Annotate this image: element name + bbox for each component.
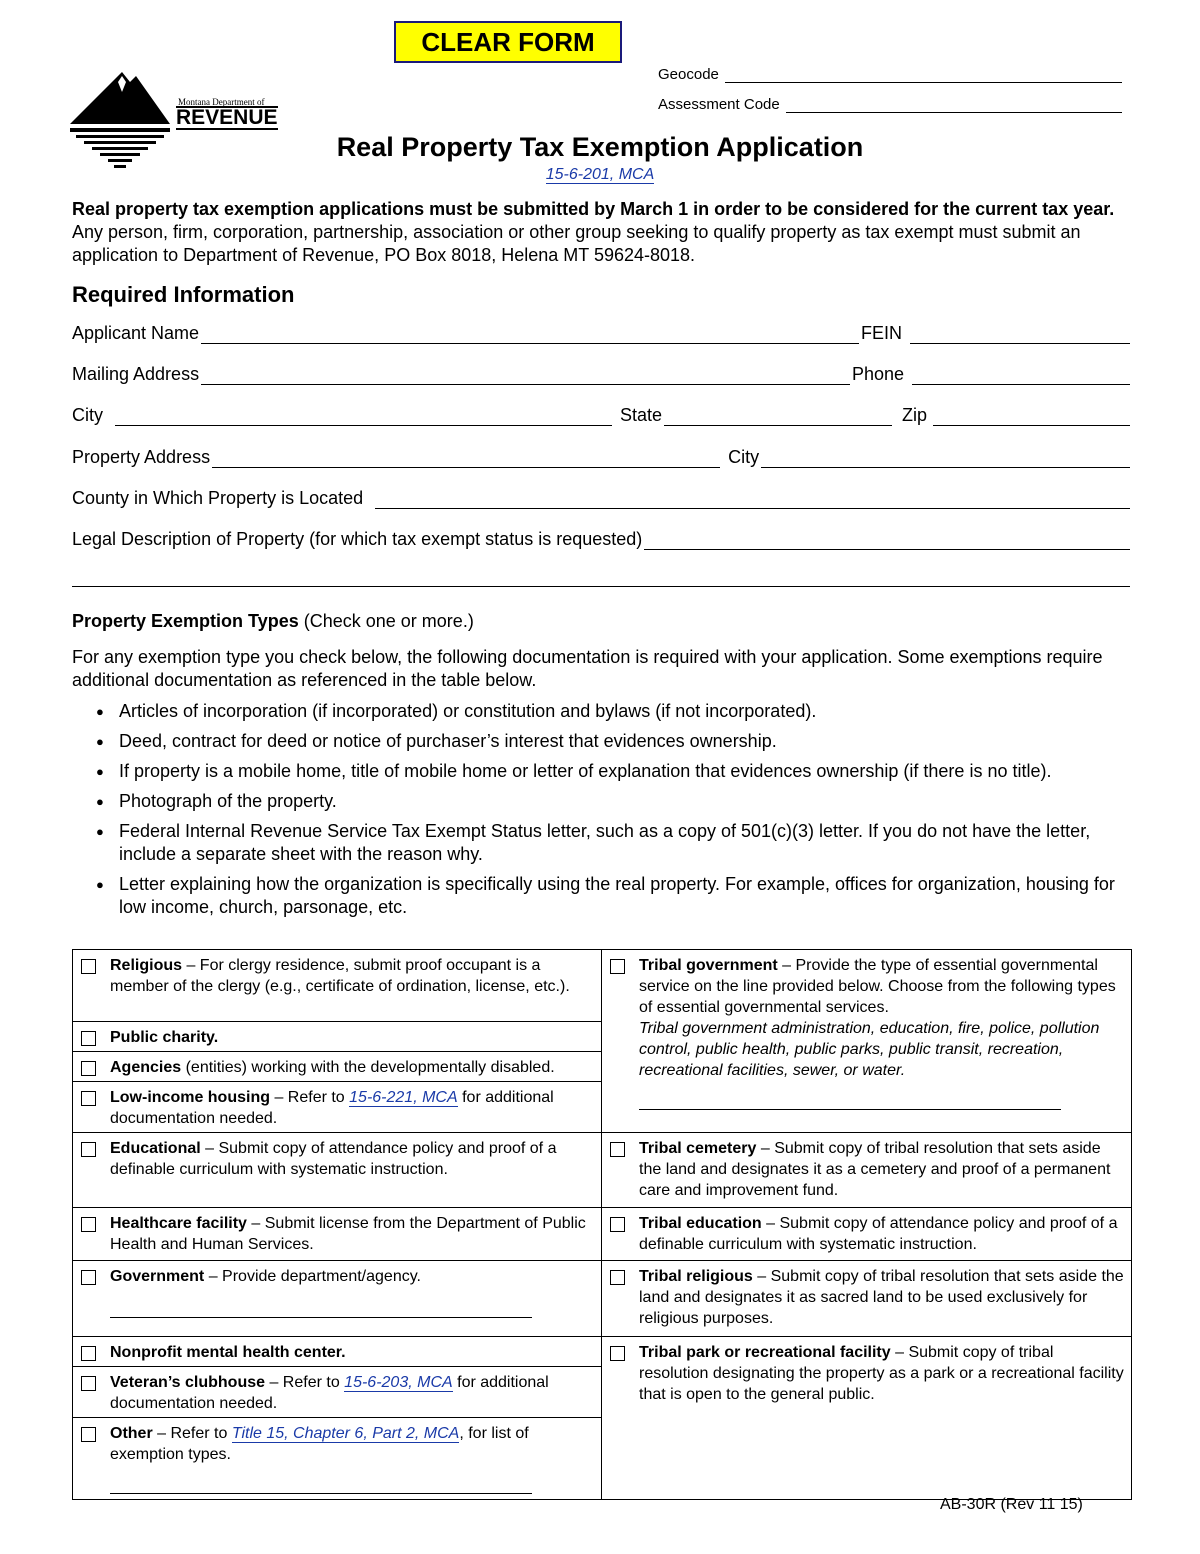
legal-description-row: [72, 526, 1130, 550]
tribal-education-cell: [602, 1208, 1132, 1261]
assessment-code-label: Assessment Code: [658, 96, 780, 113]
tribal-cemetery-cell: [602, 1133, 1132, 1208]
tribal-park-text: – Submit copy of tribal resolution designating the property as a park or a recreational facility that is open to the general public.: [639, 1344, 1124, 1403]
tribal-government-text: – Provide the type of essential governmental service on the line provided below. Choose from the following types of essential governmental services.: [639, 957, 1116, 1016]
mailing-row: [72, 361, 1130, 385]
fein-label: FEIN: [860, 323, 902, 343]
nonprofit-mental-health-checkbox[interactable]: [81, 1346, 96, 1361]
legal-description-label: Legal Description of Property (for which tax exempt status is requested): [72, 529, 643, 549]
tribal-park-title: Tribal park or recreational facility: [639, 1344, 891, 1361]
tribal-government-service-input[interactable]: [639, 1095, 1061, 1110]
list-item: ● Articles of incorporation (if incorporated) or constitution and bylaws (if not incorporated).: [72, 700, 1132, 723]
religious-cell: [73, 950, 602, 1022]
citation-link[interactable]: [0, 166, 1200, 184]
government-title: Government: [110, 1268, 205, 1285]
low-income-housing-link[interactable]: 15-6-221, MCA: [349, 1089, 458, 1106]
city-label: City: [72, 405, 103, 425]
phone-input[interactable]: [912, 364, 1130, 385]
intro-paragraph: [72, 198, 1134, 267]
nonprofit-mental-health-cell: [73, 1337, 602, 1367]
state-input[interactable]: [664, 405, 892, 426]
exemption-types-title: Property Exemption Types: [72, 611, 299, 631]
list-item: ● Deed, contract for deed or notice of purchaser’s interest that evidences ownership.: [72, 730, 1132, 753]
educational-checkbox[interactable]: [81, 1142, 96, 1157]
tribal-religious-checkbox[interactable]: [610, 1270, 625, 1285]
other-cell: [73, 1418, 602, 1500]
required-documents-list: [72, 700, 1132, 926]
religious-title: Religious: [110, 957, 183, 974]
tribal-park-checkbox[interactable]: [610, 1346, 625, 1361]
property-address-label: Property Address: [72, 447, 211, 467]
low-income-housing-checkbox[interactable]: [81, 1091, 96, 1106]
city-input[interactable]: [115, 405, 612, 426]
veterans-clubhouse-post: for additional documentation needed.: [110, 1374, 549, 1412]
geocode-label: Geocode: [658, 66, 719, 83]
public-charity-cell: [73, 1022, 602, 1052]
legal-description-input[interactable]: [644, 529, 1130, 550]
veterans-clubhouse-cell: [73, 1367, 602, 1418]
government-checkbox[interactable]: [81, 1270, 96, 1285]
agencies-cell: [73, 1052, 602, 1082]
other-pre: – Refer to: [152, 1425, 232, 1442]
agencies-title: Agencies: [110, 1059, 182, 1076]
veterans-clubhouse-title: Veteran’s clubhouse: [110, 1374, 266, 1391]
public-charity-title: Public charity.: [110, 1029, 219, 1046]
low-income-housing-pre: – Refer to: [270, 1089, 350, 1106]
tribal-cemetery-title: Tribal cemetery: [639, 1140, 757, 1157]
exemption-table: [72, 949, 1132, 1500]
exemption-types-heading: [72, 611, 474, 632]
tribal-religious-text: – Submit copy of tribal resolution that sets aside the land and designates it as sacred land to be used exclusively for religious purposes.: [639, 1268, 1124, 1327]
city-row: [72, 402, 1130, 426]
list-item: ● If property is a mobile home, title of mobile home or letter of explanation that evidences ownership (if there is no title).: [72, 760, 1132, 783]
government-department-input[interactable]: [110, 1303, 532, 1318]
educational-cell: [73, 1133, 602, 1208]
zip-label: Zip: [902, 405, 928, 425]
intro-deadline: Real property tax exemption applications must be submitted by March 1 in order to be considered for the current tax year.: [72, 199, 1115, 219]
low-income-housing-cell: [73, 1082, 602, 1133]
list-item: ● Letter explaining how the organization is specifically using the real property. For example, offices for organization, housing for low income, church, parsonage, etc.: [72, 873, 1132, 919]
tribal-government-checkbox[interactable]: [610, 959, 625, 974]
county-row: [72, 485, 1130, 509]
fein-input[interactable]: [910, 323, 1130, 344]
tribal-education-text: – Submit copy of attendance policy and proof of a definable curriculum with systematic instruction.: [639, 1215, 1118, 1253]
veterans-clubhouse-link[interactable]: 15-6-203, MCA: [344, 1374, 453, 1391]
other-link[interactable]: Title 15, Chapter 6, Part 2, MCA: [231, 1425, 460, 1442]
tribal-cemetery-text: – Submit copy of tribal resolution that sets aside the land and designates it as a cemetery and proof of a permanent care and improvement fund.: [639, 1140, 1111, 1199]
tribal-government-services: Tribal government administration, education, fire, police, pollution control, public health, public parks, public transit, recreation, recreational facilities, sewer, or water.: [639, 1020, 1100, 1079]
list-item: ● Photograph of the property.: [72, 790, 1132, 813]
tribal-park-cell: [602, 1337, 1132, 1500]
state-label: State: [620, 405, 663, 425]
mailing-address-label: Mailing Address: [72, 364, 200, 384]
nonprofit-mental-health-title: Nonprofit mental health center.: [110, 1344, 346, 1361]
veterans-clubhouse-checkbox[interactable]: [81, 1376, 96, 1391]
assessment-code-input[interactable]: [786, 96, 1122, 113]
tribal-government-title: Tribal government: [639, 957, 778, 974]
geocode-input[interactable]: [725, 66, 1122, 83]
religious-checkbox[interactable]: [81, 959, 96, 974]
phone-label: Phone: [851, 364, 904, 384]
veterans-clubhouse-pre: – Refer to: [265, 1374, 345, 1391]
religious-text: – For clergy residence, submit proof occupant is a member of the clergy (e.g., certificate of ordination, license, etc.).: [110, 957, 570, 995]
property-city-label: City: [728, 447, 760, 467]
clear-form-button[interactable]: CLEAR FORM: [394, 21, 622, 63]
applicant-name-label: Applicant Name: [72, 323, 200, 343]
healthcare-facility-cell: [73, 1208, 602, 1261]
intro-rest: Any person, firm, corporation, partnership, association or other group seeking to qualify property as tax exempt must submit an application to Department of Revenue, PO Box 8018, Helena MT 59624-8018.: [72, 222, 1081, 265]
applicant-name-input[interactable]: [201, 323, 859, 344]
educational-title: Educational: [110, 1140, 201, 1157]
documentation-intro: For any exemption type you check below, the following documentation is required with your application. Some exemptions require additional documentation as referenced in the table below.: [72, 647, 1103, 690]
applicant-row: [72, 320, 1130, 344]
mailing-address-input[interactable]: [201, 364, 850, 385]
legal-description-line-2[interactable]: [72, 586, 1130, 587]
required-info-heading: Required Information: [72, 282, 295, 307]
tribal-religious-cell: [602, 1261, 1132, 1337]
geocode-field: [658, 66, 1122, 83]
form-number: AB-30R (Rev 11 15): [940, 1496, 1083, 1513]
educational-text: – Submit copy of attendance policy and proof of a definable curriculum with systematic instruction.: [110, 1140, 557, 1178]
healthcare-facility-text: – Submit license from the Department of Public Health and Human Services.: [110, 1215, 586, 1253]
exemption-types-note: (Check one or more.): [303, 611, 474, 631]
tribal-education-title: Tribal education: [639, 1215, 762, 1232]
logo-top-text: Montana Department of: [178, 97, 265, 107]
county-label: County in Which Property is Located: [72, 488, 364, 508]
property-address-row: [72, 444, 1130, 468]
property-city-input[interactable]: [761, 447, 1130, 468]
public-charity-checkbox[interactable]: [81, 1031, 96, 1046]
assessment-code-field: [658, 96, 1122, 113]
tribal-cemetery-checkbox[interactable]: [610, 1142, 625, 1157]
tribal-education-checkbox[interactable]: [610, 1217, 625, 1232]
tribal-government-cell: [602, 950, 1132, 1133]
property-address-input[interactable]: [212, 447, 720, 468]
list-item: ● Federal Internal Revenue Service Tax Exempt Status letter, such as a copy of 501(c)(3) letter. If you do not have the letter, include a separate sheet with the reason why.: [72, 820, 1132, 866]
other-checkbox[interactable]: [81, 1427, 96, 1442]
agencies-text: (entities) working with the developmentally disabled.: [181, 1059, 555, 1076]
tribal-religious-title: Tribal religious: [639, 1268, 753, 1285]
government-cell: [73, 1261, 602, 1337]
zip-input[interactable]: [933, 405, 1130, 426]
other-post: , for list of exemption types.: [110, 1425, 529, 1463]
low-income-housing-title: Low-income housing: [110, 1089, 270, 1106]
low-income-housing-post: for additional documentation needed.: [110, 1089, 554, 1127]
other-exemption-input[interactable]: [110, 1479, 532, 1494]
healthcare-facility-title: Healthcare facility: [110, 1215, 247, 1232]
logo-revenue-text: REVENUE: [176, 106, 278, 129]
healthcare-facility-checkbox[interactable]: [81, 1217, 96, 1232]
county-input[interactable]: [375, 488, 1130, 509]
page-title: Real Property Tax Exemption Application: [336, 132, 864, 162]
other-title: Other: [110, 1425, 153, 1442]
citation-text[interactable]: 15-6-201, MCA: [545, 166, 655, 183]
government-text: – Provide department/agency.: [204, 1268, 421, 1285]
agencies-checkbox[interactable]: [81, 1061, 96, 1076]
